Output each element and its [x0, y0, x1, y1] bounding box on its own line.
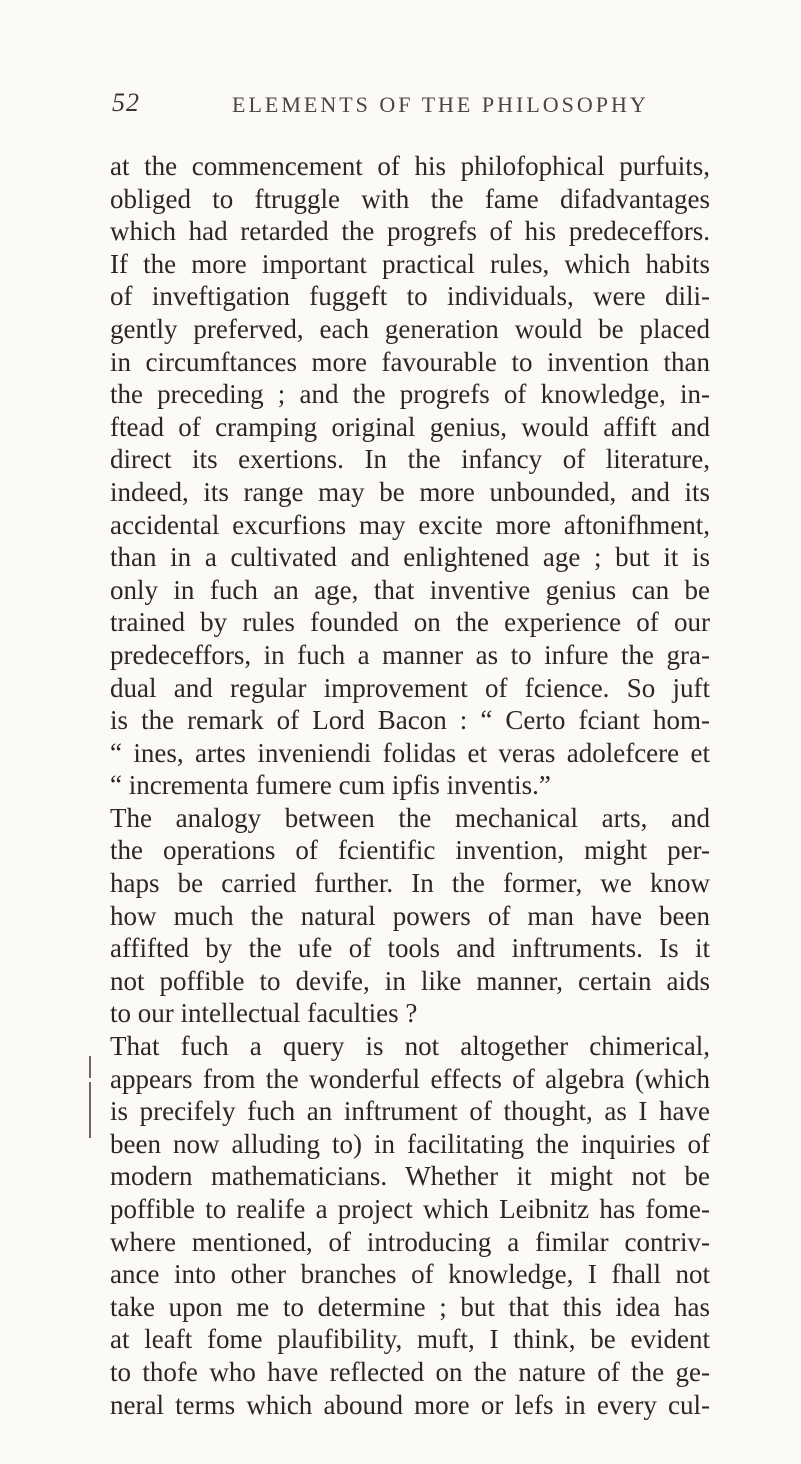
running-title: ELEMENTS OF THE PHILOSOPHY [232, 92, 649, 117]
text-line: not poffible to devife, in like manner, certain aids [110, 965, 710, 996]
text-line: direct its exertions. In the infancy of literature, [110, 444, 710, 475]
text-line: dual and regular improvement of fcience. So juft [110, 672, 710, 703]
text-line: poffible to realife a project which Leibnitz has fome- [110, 1194, 710, 1224]
text-line: That fuch a query is not altogether chimerical, [110, 1031, 710, 1062]
text-line: been now alluding to) in facilitating the inquiries of [110, 1128, 710, 1159]
text-line: take upon me to determine ; but that this idea has [110, 1291, 710, 1322]
margin-mark [89, 1082, 94, 1138]
text-line: haps be carried further. In the former, we know [110, 868, 710, 899]
text-line: the preceding ; and the progrefs of knowledge, in- [110, 379, 710, 410]
text-line: ftead of cramping original genius, would affift and [110, 411, 710, 442]
text-line: ance into other branches of knowledge, I fhall not [110, 1259, 710, 1290]
text-line: of inveftigation fuggeft to individuals, were dili- [110, 281, 710, 312]
text-line: indeed, its range may be more unbounded, and its [110, 476, 710, 507]
text-line: the operations of fcientific invention, might per- [110, 835, 710, 866]
page-number: 52 [112, 88, 140, 117]
text-line: “ incrementa fumere cum ipfis inventis.” [110, 770, 551, 801]
text-line: is precifely fuch an inftrument of thought, as I have [110, 1096, 710, 1127]
running-head [112, 88, 712, 128]
text-line: than in a cultivated and enlightened age ; but it is [110, 542, 710, 573]
text-line: appears from the wonderful effects of algebra (which [110, 1063, 710, 1094]
text-line: at leaft fome plaufibility, muft, I think, be evident [110, 1324, 710, 1355]
text-line: in circumftances more favourable to invention than [110, 346, 710, 377]
text-line: predeceffors, in fuch a manner as to infure the gra- [110, 639, 710, 670]
text-line: modern mathematicians. Whether it might not be [110, 1161, 710, 1192]
text-line: accidental excurfions may excite more aftonifhment, [110, 509, 710, 540]
text-line: gently preferved, each generation would be placed [110, 313, 710, 344]
margin-mark [89, 1056, 94, 1078]
text-line: obliged to ftruggle with the fame difadvantages [110, 183, 710, 214]
text-line: only in fuch an age, that inventive genius can be [110, 574, 710, 605]
text-line: which had retarded the progrefs of his predeceffors. [110, 216, 710, 247]
text-line: “ ines, artes inveniendi folidas et veras adolefcere et [110, 737, 710, 768]
text-line: affifted by the ufe of tools and inftruments. Is it [110, 933, 710, 964]
text-line: neral terms which abound more or lefs in every cul- [110, 1389, 710, 1420]
text-line: to thofe who have reflected on the nature of the ge- [110, 1356, 710, 1387]
text-line: is the remark of Lord Bacon : “ Certo fciant hom- [110, 705, 710, 736]
text-line: to our intellectual faculties ? [110, 998, 418, 1029]
text-line: how much the natural powers of man have been [110, 900, 710, 931]
body-text [110, 150, 710, 1421]
text-line: If the more important practical rules, which habits [110, 248, 710, 279]
text-line: trained by rules founded on the experience of our [110, 607, 710, 638]
text-line: The analogy between the mechanical arts, and [110, 802, 710, 833]
text-line: where mentioned, of introducing a fimilar contriv- [110, 1226, 710, 1257]
text-line: at the commencement of his philofophical purfuits, [110, 151, 710, 181]
